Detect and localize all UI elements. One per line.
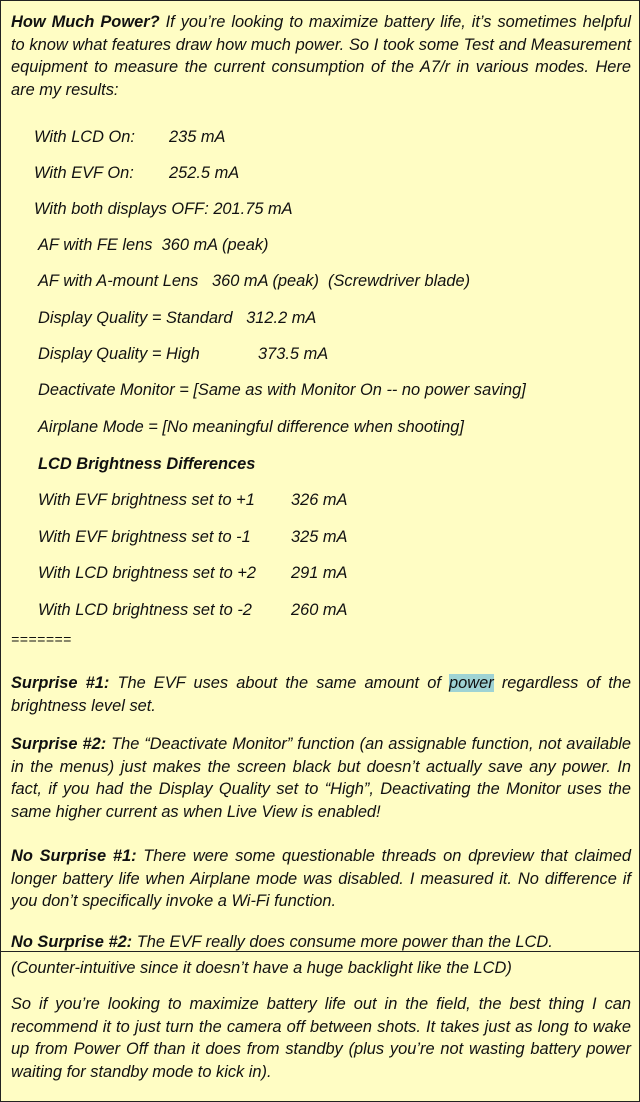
measurement-airplane-mode (38, 416, 464, 438)
measurement-value: 360 mA (peak) (161, 236, 269, 254)
conclusion-paragraph: So if you’re looking to maximize battery life out in the field, the best thing I can recommend it to just turn the camera off between shots. It takes just as long to wake up from Power Off than it does from standby (plus you’re not wasting battery power waiting for standby mode to kick in). (11, 995, 631, 1081)
measurement-label: Airplane Mode = [No meaningful difference when shooting] (38, 418, 464, 436)
measurement-value: 312.2 mA (246, 309, 317, 327)
brightness-row (38, 526, 348, 548)
surprise-1-text-post: regardless of the brightness level set. (11, 674, 632, 715)
measurement-label: With LCD On: (34, 128, 135, 146)
measurement-value: 235 mA (169, 128, 226, 146)
measurement-evf-on (34, 162, 240, 184)
measurement-label: Deactivate Monitor = [Same as with Monitor On -- no power saving] (38, 381, 526, 399)
measurement-af-amount (38, 270, 470, 292)
measurement-quality-standard (38, 307, 316, 329)
brightness-label: With LCD brightness set to +2 (38, 564, 257, 582)
separator-line: ======= (11, 631, 72, 647)
measurement-lcd-on (34, 126, 226, 148)
measurement-af-fe (38, 234, 269, 256)
intro-paragraph (11, 11, 631, 101)
measurement-label: AF with FE lens (38, 236, 153, 254)
section-divider (1, 951, 639, 952)
brightness-value: 325 mA (291, 528, 348, 546)
brightness-row (38, 489, 348, 511)
measurement-value: 201.75 mA (213, 200, 293, 218)
surprise-2-paragraph (11, 733, 631, 823)
measurement-value: 360 mA (peak) (Screwdriver blade) (212, 272, 471, 290)
measurement-quality-high (38, 343, 329, 365)
brightness-value: 326 mA (291, 491, 348, 509)
measurement-label: AF with A-mount Lens (38, 272, 199, 290)
measurement-label: Display Quality = High (38, 345, 200, 363)
brightness-value: 291 mA (291, 564, 348, 582)
measurement-displays-off (34, 198, 293, 220)
brightness-value: 260 mA (291, 601, 348, 619)
surprise-1-text-pre: The EVF uses about the same amount of (117, 674, 441, 692)
brightness-label: With EVF brightness set to +1 (38, 491, 255, 509)
no-surprise-2-continuation: (Counter-intuitive since it doesn’t have a huge backlight like the LCD) (11, 959, 512, 977)
no-surprise-2-text: The EVF really does consume more power than the LCD. (136, 933, 553, 951)
intro-text: If you’re looking to maximize battery life, it’s sometimes helpful to know what features draw how much power. So I took some Test and Measurement equipment to measure the current consumption of the A7/r in various modes. Here are my results: (11, 13, 632, 99)
measurement-value: 252.5 mA (169, 164, 240, 182)
brightness-label: With LCD brightness set to -2 (38, 601, 252, 619)
measurement-label: Display Quality = Standard (38, 309, 233, 327)
brightness-heading: LCD Brightness Differences (38, 455, 256, 473)
surprise-1-paragraph (11, 672, 631, 717)
intro-title: How Much Power? (11, 13, 160, 31)
measurement-label: With both displays OFF: (34, 200, 209, 218)
no-surprise-1-label: No Surprise #1: (11, 847, 137, 865)
brightness-label: With EVF brightness set to -1 (38, 528, 251, 546)
no-surprise-2-label: No Surprise #2: (11, 933, 133, 951)
surprise-2-label: Surprise #2: (11, 735, 107, 753)
measurement-deactivate-monitor (38, 379, 526, 401)
no-surprise-1-text: There were some questionable threads on dpreview that claimed longer battery life when Airplane mode was disabled. I measured it. No difference if you don’t specifically invoke a Wi-Fi function. (11, 847, 631, 910)
highlighted-word: power (449, 674, 494, 692)
brightness-row (38, 599, 348, 621)
measurement-value: 373.5 mA (258, 345, 329, 363)
surprise-2-text: The “Deactivate Monitor” function (an assignable function, not available in the menus) just makes the screen black but doesn’t actually save any power. In fact, if you had the Display Quality set to “High”, Deactivating the Monitor uses the same higher current as when Live View is enabled! (11, 735, 631, 821)
brightness-row (38, 562, 348, 584)
measurement-label: With EVF On: (34, 164, 134, 182)
surprise-1-label: Surprise #1: (11, 674, 110, 692)
no-surprise-1-paragraph (11, 845, 631, 913)
